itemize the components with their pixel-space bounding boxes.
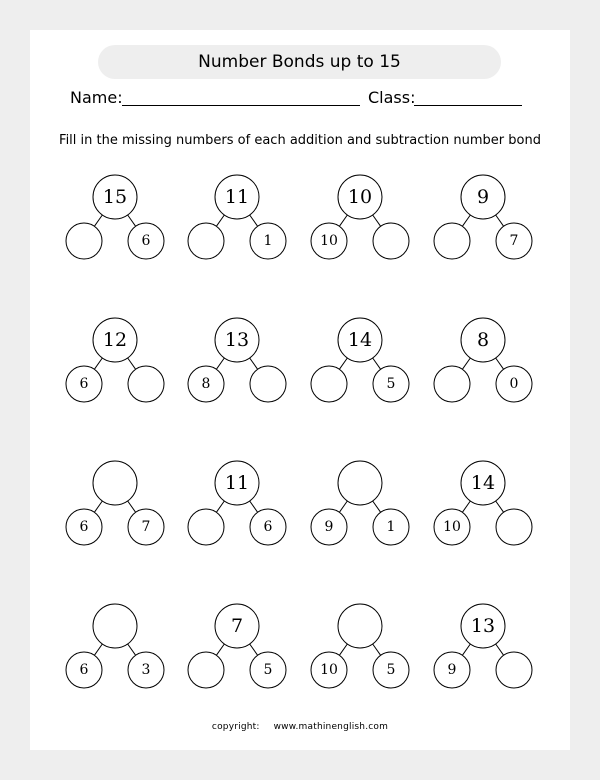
bond-connector <box>373 358 381 369</box>
bond-connector <box>373 644 381 655</box>
bond-part-right-circle[interactable] <box>496 652 532 688</box>
bond-whole-number: 13 <box>224 329 250 351</box>
bond-connector <box>339 501 347 512</box>
bond-connector <box>496 358 504 369</box>
bond-part-left[interactable] <box>434 223 470 259</box>
bond-whole[interactable] <box>93 604 137 648</box>
number-bond <box>188 318 286 402</box>
number-bond <box>66 461 164 545</box>
bond-connector <box>373 501 381 512</box>
bond-part-right[interactable] <box>496 366 532 402</box>
bond-connector <box>339 644 347 655</box>
number-bond <box>311 461 409 545</box>
copyright-site: www.mathinenglish.com <box>273 722 389 732</box>
bond-whole-circle[interactable] <box>338 604 382 648</box>
bond-part-right[interactable] <box>373 223 409 259</box>
bond-part-right[interactable] <box>128 509 164 545</box>
bond-part-left[interactable] <box>188 366 224 402</box>
bond-part-left[interactable] <box>188 509 224 545</box>
bond-part-right-number: 3 <box>141 662 151 678</box>
bond-whole-number: 14 <box>470 472 496 494</box>
bond-part-right-number: 7 <box>141 519 151 535</box>
bond-whole-number: 11 <box>224 472 250 494</box>
number-bond <box>66 318 164 402</box>
bond-connector <box>339 215 347 226</box>
bond-connector <box>373 215 381 226</box>
copyright-label: copyright: <box>211 722 260 732</box>
bond-part-right[interactable] <box>250 652 286 688</box>
bond-part-left[interactable] <box>434 366 470 402</box>
bond-connector <box>94 501 102 512</box>
bond-part-left-number: 8 <box>201 376 211 392</box>
bond-part-right[interactable] <box>496 223 532 259</box>
bond-whole-circle[interactable] <box>93 461 137 505</box>
bond-part-right[interactable] <box>373 366 409 402</box>
bond-part-right[interactable] <box>250 223 286 259</box>
bond-part-left-number: 10 <box>443 519 461 535</box>
bond-part-left[interactable] <box>434 652 470 688</box>
bond-connector <box>128 644 136 655</box>
bond-connector <box>216 644 224 655</box>
bond-part-left[interactable] <box>311 223 347 259</box>
bond-part-left[interactable] <box>188 223 224 259</box>
bond-part-right[interactable] <box>128 366 164 402</box>
bond-whole[interactable] <box>215 461 259 505</box>
bond-whole-circle[interactable] <box>93 604 137 648</box>
number-bond <box>434 604 532 688</box>
bond-part-right-number: 5 <box>386 376 396 392</box>
number-bond <box>66 175 164 259</box>
bond-part-right-circle[interactable] <box>128 366 164 402</box>
bond-part-left[interactable] <box>311 366 347 402</box>
bond-connector <box>128 501 136 512</box>
bond-part-right-circle[interactable] <box>250 366 286 402</box>
bond-connector <box>128 358 136 369</box>
bond-part-right[interactable] <box>128 223 164 259</box>
bond-part-left[interactable] <box>311 509 347 545</box>
bond-connector <box>250 358 258 369</box>
bond-connector <box>250 501 258 512</box>
bond-part-left-number: 10 <box>320 662 338 678</box>
number-bond <box>434 318 532 402</box>
bond-connector <box>216 501 224 512</box>
number-bond <box>434 175 532 259</box>
bond-part-left[interactable] <box>311 652 347 688</box>
number-bond <box>66 604 164 688</box>
number-bond <box>311 318 409 402</box>
bond-whole-number: 15 <box>102 186 128 208</box>
bond-connector <box>462 501 470 512</box>
bond-connector <box>250 644 258 655</box>
bond-part-right-number: 1 <box>386 519 396 535</box>
number-bond <box>311 175 409 259</box>
class-label: Class: <box>368 88 416 107</box>
bond-part-right[interactable] <box>496 509 532 545</box>
bond-part-right-number: 1 <box>263 233 273 249</box>
footer <box>0 722 600 732</box>
bond-part-right[interactable] <box>128 652 164 688</box>
bond-part-right-number: 6 <box>263 519 273 535</box>
bond-whole-number: 7 <box>230 615 244 637</box>
bond-part-left-number: 9 <box>447 662 457 678</box>
bond-part-left-circle[interactable] <box>311 366 347 402</box>
instructions: Fill in the missing numbers of each addition and subtraction number bond <box>59 133 541 148</box>
bond-whole-number: 8 <box>476 329 490 351</box>
bond-part-left-number: 10 <box>320 233 338 249</box>
bond-part-right-circle[interactable] <box>373 223 409 259</box>
number-bond <box>188 461 286 545</box>
bond-part-left[interactable] <box>66 223 102 259</box>
bond-connector <box>496 215 504 226</box>
number-bond <box>188 175 286 259</box>
bond-whole[interactable] <box>338 318 382 362</box>
bond-connector <box>462 644 470 655</box>
bond-whole-number: 11 <box>224 186 250 208</box>
bond-part-left-circle[interactable] <box>434 223 470 259</box>
bond-part-right-number: 7 <box>509 233 519 249</box>
bond-whole-circle[interactable] <box>338 461 382 505</box>
bond-connector <box>94 644 102 655</box>
bond-whole[interactable] <box>461 461 505 505</box>
bond-part-left-number: 6 <box>79 519 89 535</box>
bond-whole[interactable] <box>93 175 137 219</box>
bond-part-right-circle[interactable] <box>496 509 532 545</box>
bond-part-left-circle[interactable] <box>188 509 224 545</box>
bond-whole-number: 10 <box>347 186 373 208</box>
bond-part-right[interactable] <box>496 652 532 688</box>
bond-whole[interactable] <box>338 175 382 219</box>
bond-part-right-number: 6 <box>141 233 151 249</box>
bond-whole[interactable] <box>338 461 382 505</box>
bond-part-left-circle[interactable] <box>188 223 224 259</box>
bond-whole-number: 14 <box>347 329 373 351</box>
title-text: Number Bonds up to 15 <box>198 52 401 72</box>
bond-connector <box>250 215 258 226</box>
bond-whole[interactable] <box>215 604 259 648</box>
name-label: Name: <box>70 88 123 107</box>
bond-part-right[interactable] <box>373 652 409 688</box>
bond-part-left[interactable] <box>66 652 102 688</box>
bond-whole[interactable] <box>215 175 259 219</box>
bond-whole-number: 13 <box>470 615 496 637</box>
bond-whole[interactable] <box>461 318 505 362</box>
bond-part-left[interactable] <box>66 366 102 402</box>
bond-whole[interactable] <box>215 318 259 362</box>
number-bond <box>434 461 532 545</box>
bond-connector <box>496 501 504 512</box>
bond-part-left-circle[interactable] <box>66 223 102 259</box>
bond-part-right-number: 0 <box>509 376 519 392</box>
bond-connector <box>128 215 136 226</box>
bond-connector <box>496 644 504 655</box>
bond-part-left-circle[interactable] <box>434 366 470 402</box>
bond-part-left-circle[interactable] <box>188 652 224 688</box>
bond-part-left[interactable] <box>66 509 102 545</box>
bond-connector <box>94 358 102 369</box>
bond-connector <box>216 215 224 226</box>
bond-part-left[interactable] <box>434 509 470 545</box>
bond-connector <box>462 358 470 369</box>
number-bond <box>311 604 409 688</box>
bond-whole[interactable] <box>461 175 505 219</box>
bond-part-right-number: 5 <box>263 662 273 678</box>
bond-part-right[interactable] <box>250 366 286 402</box>
bond-connector <box>216 358 224 369</box>
bond-part-right[interactable] <box>250 509 286 545</box>
bond-whole[interactable] <box>93 461 137 505</box>
bond-part-left-number: 9 <box>324 519 334 535</box>
bond-whole[interactable] <box>338 604 382 648</box>
bond-whole-number: 12 <box>102 329 128 351</box>
bond-part-left-number: 6 <box>79 376 89 392</box>
bond-part-right-number: 5 <box>386 662 396 678</box>
bond-part-left[interactable] <box>188 652 224 688</box>
bond-connector <box>94 215 102 226</box>
bond-whole[interactable] <box>461 604 505 648</box>
number-bond <box>188 604 286 688</box>
bond-part-left-number: 6 <box>79 662 89 678</box>
bond-whole-number: 9 <box>476 186 490 208</box>
bond-connector <box>339 358 347 369</box>
bond-connector <box>462 215 470 226</box>
bond-whole[interactable] <box>93 318 137 362</box>
bond-part-right[interactable] <box>373 509 409 545</box>
